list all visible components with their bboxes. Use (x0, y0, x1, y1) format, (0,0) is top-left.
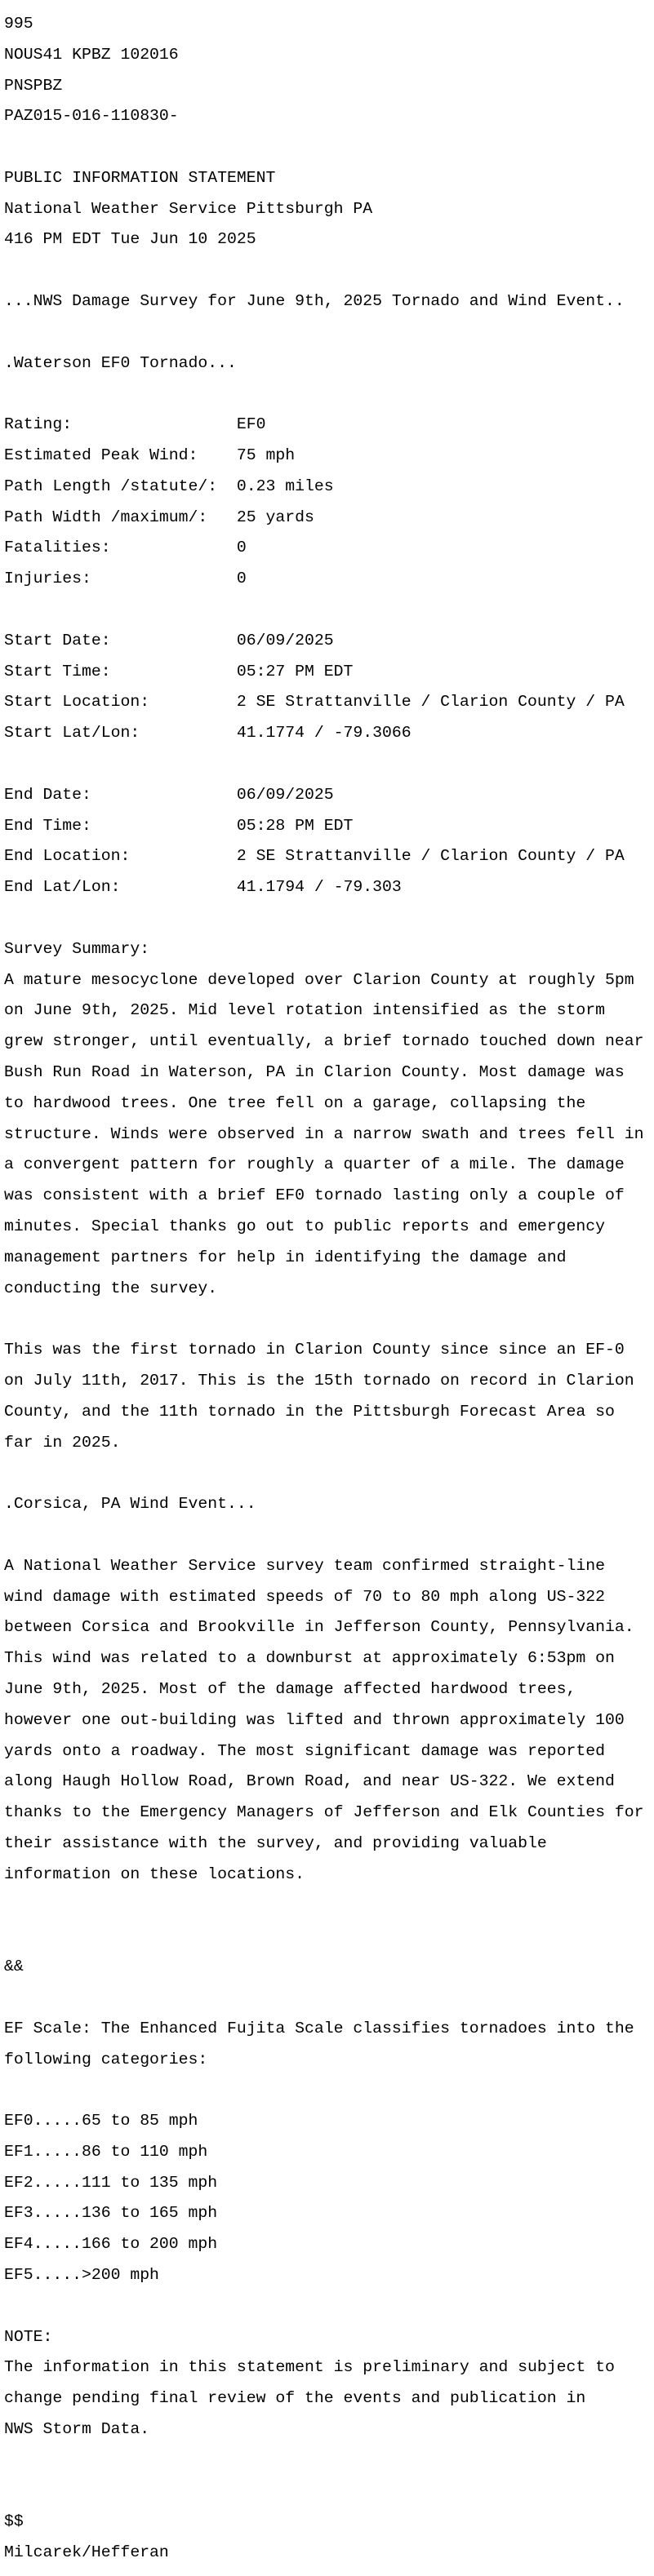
wind-event-line: information on these locations. (4, 1864, 305, 1883)
blank-line (4, 1990, 654, 2006)
summary-line: grew stronger, until eventually, a brief tornado touched down near (4, 1032, 644, 1051)
ef-category: EF4.....166 to 200 mph (4, 2235, 218, 2254)
start-location-row: Start Location: 2 SE Strattanville / Clarion County / PA (4, 693, 625, 712)
injuries-row: Injuries: 0 (4, 570, 247, 588)
blank-line (4, 1898, 654, 1913)
ef-category: EF3.....136 to 165 mph (4, 2204, 218, 2223)
history-line: on July 11th, 2017. This is the 15th tornado on record in Clarion (4, 1371, 634, 1390)
summary-line: structure. Winds were observed in a narrow swath and trees fell in (4, 1124, 644, 1143)
rating-row: Rating: EF0 (4, 415, 266, 434)
blank-line (4, 263, 654, 278)
blank-line (4, 1527, 654, 1543)
wind-event-line: wind damage with estimated speeds of 70 to 80 mph along US-322 (4, 1587, 605, 1606)
summary-line: Bush Run Road in Waterson, PA in Clarion County. Most damage was (4, 1063, 625, 1081)
path-length-row: Path Length /statute/: 0.23 miles (4, 477, 334, 495)
summary-line: on June 9th, 2025. Mid level rotation intensified as the storm (4, 1001, 605, 1020)
path-width-row: Path Width /maximum/: 25 yards (4, 508, 314, 526)
note-label: NOTE: (4, 2327, 53, 2346)
wind-event-line: along Haugh Hollow Road, Brown Road, and near US-322. We extend (4, 1772, 615, 1791)
ef-scale-intro: following categories: (4, 2050, 208, 2068)
wind-event-line: between Corsica and Brookville in Jefferson County, Pennsylvania. (4, 1618, 634, 1637)
wind-event-heading: .Corsica, PA Wind Event... (4, 1495, 256, 1514)
peak-wind-row: Estimated Peak Wind: 75 mph (4, 446, 296, 465)
survey-summary-label: Survey Summary: (4, 939, 150, 958)
issuing-office: National Weather Service Pittsburgh PA (4, 199, 373, 218)
summary-line: conducting the survey. (4, 1279, 218, 1297)
ef-category: EF1.....86 to 110 mph (4, 2142, 208, 2161)
blank-line (4, 2299, 654, 2314)
blank-line (4, 602, 654, 618)
ef-scale-intro: EF Scale: The Enhanced Fujita Scale classifies tornadoes into the (4, 2019, 634, 2037)
wind-event-line: their assistance with the survey, and providing valuable (4, 1833, 547, 1852)
ef-category: EF2.....111 to 135 mph (4, 2173, 218, 2192)
end-time-row: End Time: 05:28 PM EDT (4, 816, 354, 835)
summary-line: a convergent pattern for roughly a quarter of a mile. The damage (4, 1155, 625, 1174)
wind-event-line: This wind was related to a downburst at approximately 6:53pm on (4, 1649, 615, 1668)
summary-line: A mature mesocyclone developed over Clarion County at roughly 5pm (4, 970, 634, 989)
statement-title: PUBLIC INFORMATION STATEMENT (4, 168, 276, 187)
history-line: County, and the 11th tornado in the Pittsburgh Forecast Area so (4, 1402, 615, 1421)
summary-line: management partners for help in identifying the damage and (4, 1248, 567, 1266)
start-time-row: Start Time: 05:27 PM EDT (4, 662, 354, 681)
signature: Milcarek/Hefferan (4, 2543, 169, 2562)
wind-event-line: yards onto a roadway. The most significant damage was reported (4, 1741, 605, 1760)
section-separator: && (4, 1957, 24, 1976)
wind-event-line: thanks to the Emergency Managers of Jefferson and Elk Counties for (4, 1803, 644, 1822)
note-line: change pending final review of the events and publication in (4, 2389, 586, 2408)
blank-line (4, 386, 654, 401)
wind-event-line: June 9th, 2025. Most of the damage affected hardwood trees, (4, 1679, 576, 1698)
fatalities-row: Fatalities: 0 (4, 539, 247, 557)
start-latlon-row: Start Lat/Lon: 41.1774 / -79.3066 (4, 724, 412, 743)
blank-line (4, 2082, 654, 2098)
end-latlon-row: End Lat/Lon: 41.1794 / -79.303 (4, 878, 402, 897)
summary-line: to hardwood trees. One tree fell on a garage, collapsing the (4, 1093, 586, 1112)
ugc-code: PAZ015-016-110830- (4, 107, 179, 126)
headline: ...NWS Damage Survey for June 9th, 2025 Tornado and Wind Event.. (4, 292, 625, 311)
wind-event-line: A National Weather Service survey team confirmed straight-line (4, 1556, 605, 1575)
end-marker: $$ (4, 2512, 24, 2531)
blank-line (4, 1311, 654, 1327)
awips-id: PNSPBZ (4, 76, 63, 95)
end-location-row: End Location: 2 SE Strattanville / Clarion County / PA (4, 847, 625, 866)
blank-line (4, 140, 654, 155)
start-date-row: Start Date: 06/09/2025 (4, 631, 334, 650)
ef-category: EF5.....>200 mph (4, 2266, 159, 2285)
end-date-row: End Date: 06/09/2025 (4, 785, 334, 804)
summary-line: minutes. Special thanks go out to public reports and emergency (4, 1217, 605, 1235)
product-sequence: 995 (4, 14, 33, 33)
wmo-header: NOUS41 KPBZ 102016 (4, 45, 179, 64)
tornado-heading: .Waterson EF0 Tornado... (4, 353, 237, 372)
blank-line (4, 911, 654, 926)
note-line: The information in this statement is preliminary and subject to (4, 2358, 615, 2377)
blank-line (4, 2453, 654, 2468)
issue-time: 416 PM EDT Tue Jun 10 2025 (4, 230, 256, 249)
blank-line (4, 1465, 654, 1481)
summary-line: was consistent with a brief EF0 tornado lasting only a couple of (4, 1186, 625, 1205)
blank-line (4, 1928, 654, 1944)
note-line: NWS Storm Data. (4, 2420, 150, 2439)
blank-line (4, 2484, 654, 2499)
wind-event-line: however one out-building was lifted and thrown approximately 100 (4, 1710, 625, 1729)
history-line: This was the first tornado in Clarion County since since an EF-0 (4, 1341, 625, 1359)
blank-line (4, 325, 654, 340)
history-line: far in 2025. (4, 1433, 121, 1452)
ef-category: EF0.....65 to 85 mph (4, 2112, 198, 2130)
blank-line (4, 756, 654, 772)
